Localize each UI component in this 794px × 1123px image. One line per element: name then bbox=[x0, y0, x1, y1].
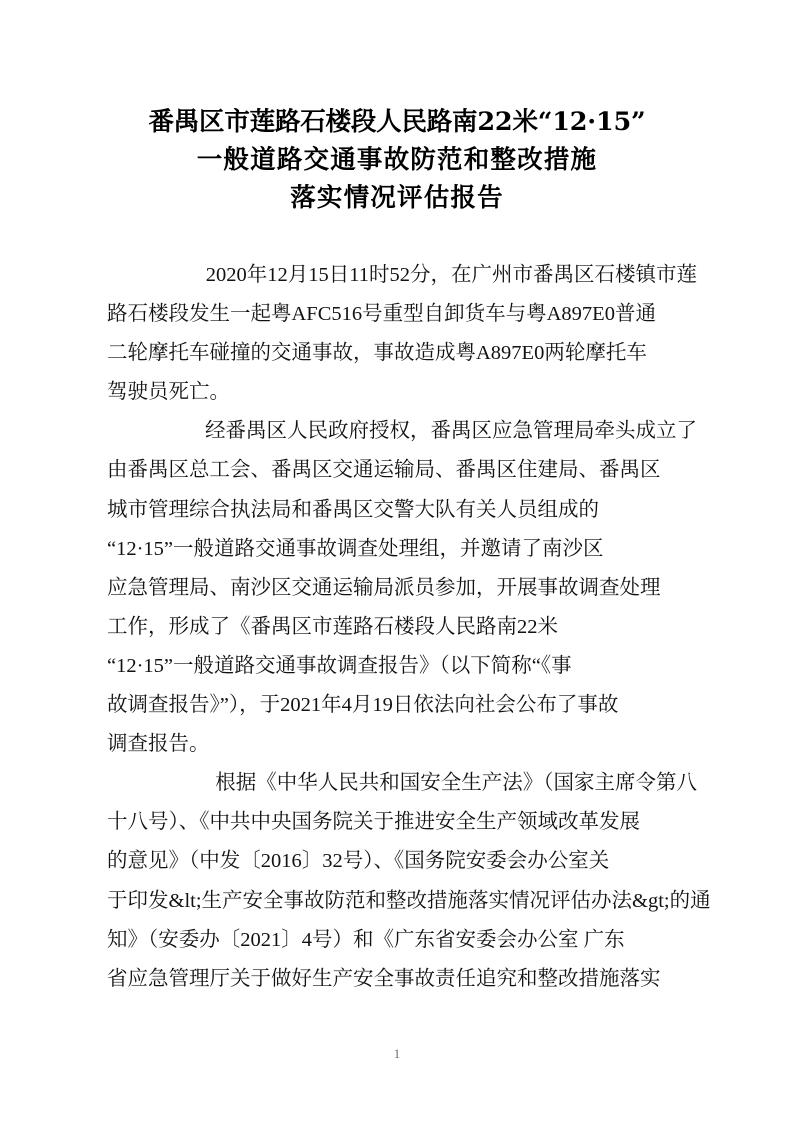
text-line: 城市管理综合执法局和番禺区交警大队有关人员组成的 bbox=[107, 498, 599, 521]
text-line: 工作，形成了《番禺区市莲路石楼段人民路南22米 bbox=[107, 615, 558, 638]
text-line: 省应急管理厅关于做好生产安全事故责任追究和整改措施落实 bbox=[107, 967, 661, 990]
title-line-2: 一般道路交通事故防范和整改措施 bbox=[196, 145, 598, 175]
text-line: 驾驶员死亡。 bbox=[107, 381, 230, 404]
text-line: 调查报告。 bbox=[107, 733, 210, 756]
text-line: 应急管理局、南沙区交通运输局派员参加，开展事故调查处理 bbox=[107, 576, 661, 599]
text-line: “12·15”一般道路交通事故调查报告》（以下简称“《事 bbox=[107, 654, 572, 677]
title-line-1: 番禺区市莲路石楼段人民路南22米“12·15” bbox=[148, 107, 646, 137]
text-line: 于印发&lt;生产安全事故防范和整改措施落实情况评估办法&gt;的通 bbox=[107, 889, 711, 912]
paragraph-accident-overview bbox=[107, 256, 697, 412]
paragraph-legal-basis bbox=[107, 764, 711, 999]
text-line: 二轮摩托车碰撞的交通事故，事故造成粤A897E0两轮摩托车 bbox=[107, 342, 647, 365]
text-line: 知》（安委办〔2021〕4号）和《广东省安委会办公室 广东 bbox=[107, 928, 625, 951]
page-number: 1 bbox=[393, 1046, 401, 1061]
paragraph-indent bbox=[107, 256, 148, 295]
text-line: 根据《中华人民共和国安全生产法》（国家主席令第八 bbox=[107, 764, 697, 803]
text-line: “12·15”一般道路交通事故调查处理组，并邀请了南沙区 bbox=[107, 537, 604, 560]
text-line: 故调查报告》”），于2021年4月19日依法向社会公布了事故 bbox=[107, 694, 619, 717]
text-line: 路石楼段发生一起粤AFC516号重型自卸货车与粤A897E0普通 bbox=[107, 303, 656, 326]
title-line-3: 落实情况评估报告 bbox=[290, 183, 504, 213]
text-line: 的意见》（中发〔2016〕32号）、《国务院安委会办公室关 bbox=[107, 850, 610, 873]
document-body bbox=[107, 256, 711, 999]
text-line: 十八号）、《中共中央国务院关于推进安全生产领域改革发展 bbox=[107, 811, 640, 834]
document-title bbox=[100, 103, 694, 217]
text-line: 经番禺区人民政府授权，番禺区应急管理局牵头成立了 bbox=[107, 412, 697, 451]
paragraph-indent bbox=[107, 764, 148, 803]
text-line: 由番禺区总工会、番禺区交通运输局、番禺区住建局、番禺区 bbox=[107, 459, 661, 482]
paragraph-indent bbox=[107, 412, 148, 451]
text-line: 2020年12月15日11时52分，在广州市番禺区石楼镇市莲 bbox=[107, 256, 697, 295]
paragraph-investigation-group bbox=[107, 412, 697, 764]
